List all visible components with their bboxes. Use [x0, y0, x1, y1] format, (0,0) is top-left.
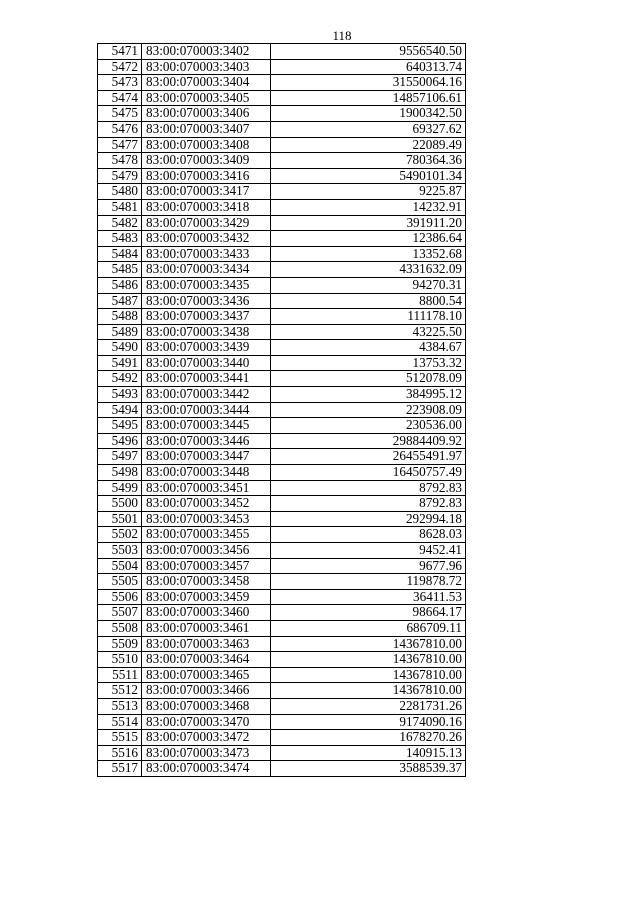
- table-row: [98, 75, 466, 91]
- cadastral-value-cell: 16450757.49: [271, 465, 466, 481]
- cadastral-value-cell: 119878.72: [271, 574, 466, 590]
- table-row: [98, 106, 466, 122]
- cadastral-number-cell: 83:00:070003:3464: [142, 652, 271, 668]
- table-row: [98, 496, 466, 512]
- row-number-cell: 5504: [98, 558, 142, 574]
- table-row: [98, 433, 466, 449]
- cadastral-number-cell: 83:00:070003:3463: [142, 636, 271, 652]
- cadastral-value-cell: 22089.49: [271, 137, 466, 153]
- cadastral-number-cell: 83:00:070003:3404: [142, 75, 271, 91]
- row-number-cell: 5510: [98, 652, 142, 668]
- row-number-cell: 5515: [98, 730, 142, 746]
- cadastral-number-cell: 83:00:070003:3465: [142, 667, 271, 683]
- table-row: [98, 309, 466, 325]
- cadastral-value-cell: 223908.09: [271, 402, 466, 418]
- table-row: [98, 418, 466, 434]
- cadastral-number-cell: 83:00:070003:3448: [142, 465, 271, 481]
- cadastral-value-cell: 1900342.50: [271, 106, 466, 122]
- table-row: [98, 215, 466, 231]
- cadastral-value-cell: 512078.09: [271, 371, 466, 387]
- cadastral-value-cell: 36411.53: [271, 589, 466, 605]
- cadastral-value-cell: 4331632.09: [271, 262, 466, 278]
- table-row: [98, 90, 466, 106]
- cadastral-value-cell: 4384.67: [271, 340, 466, 356]
- row-number-cell: 5485: [98, 262, 142, 278]
- row-number-cell: 5484: [98, 246, 142, 262]
- cadastral-number-cell: 83:00:070003:3440: [142, 355, 271, 371]
- cadastral-value-cell: 12386.64: [271, 231, 466, 247]
- cadastral-value-cell: 69327.62: [271, 121, 466, 137]
- cadastral-value-cell: 9677.96: [271, 558, 466, 574]
- cadastral-value-cell: 43225.50: [271, 324, 466, 340]
- table-row: [98, 620, 466, 636]
- row-number-cell: 5481: [98, 199, 142, 215]
- cadastral-number-cell: 83:00:070003:3461: [142, 620, 271, 636]
- row-number-cell: 5488: [98, 309, 142, 325]
- table-row: [98, 636, 466, 652]
- row-number-cell: 5475: [98, 106, 142, 122]
- table-row: [98, 558, 466, 574]
- table-row: [98, 59, 466, 75]
- row-number-cell: 5477: [98, 137, 142, 153]
- table-row: [98, 121, 466, 137]
- cadastral-number-cell: 83:00:070003:3453: [142, 511, 271, 527]
- cadastral-number-cell: 83:00:070003:3460: [142, 605, 271, 621]
- row-number-cell: 5501: [98, 511, 142, 527]
- cadastral-number-cell: 83:00:070003:3408: [142, 137, 271, 153]
- cadastral-number-cell: 83:00:070003:3409: [142, 153, 271, 169]
- cadastral-value-cell: 14367810.00: [271, 652, 466, 668]
- cadastral-value-cell: 8792.83: [271, 496, 466, 512]
- cadastral-value-cell: 2281731.26: [271, 698, 466, 714]
- row-number-cell: 5492: [98, 371, 142, 387]
- cadastral-number-cell: 83:00:070003:3433: [142, 246, 271, 262]
- row-number-cell: 5486: [98, 277, 142, 293]
- row-number-cell: 5498: [98, 465, 142, 481]
- table-row: [98, 574, 466, 590]
- row-number-cell: 5495: [98, 418, 142, 434]
- cadastral-number-cell: 83:00:070003:3405: [142, 90, 271, 106]
- cadastral-value-cell: 640313.74: [271, 59, 466, 75]
- row-number-cell: 5489: [98, 324, 142, 340]
- cadastral-value-cell: 31550064.16: [271, 75, 466, 91]
- row-number-cell: 5483: [98, 231, 142, 247]
- cadastral-number-cell: 83:00:070003:3456: [142, 543, 271, 559]
- cadastral-number-cell: 83:00:070003:3446: [142, 433, 271, 449]
- row-number-cell: 5506: [98, 589, 142, 605]
- cadastral-value-cell: 686709.11: [271, 620, 466, 636]
- table-row: [98, 465, 466, 481]
- table-row: [98, 355, 466, 371]
- cadastral-number-cell: 83:00:070003:3442: [142, 387, 271, 403]
- row-number-cell: 5491: [98, 355, 142, 371]
- cadastral-value-cell: 9174090.16: [271, 714, 466, 730]
- table-row: [98, 605, 466, 621]
- cadastral-number-cell: 83:00:070003:3451: [142, 480, 271, 496]
- table-row: [98, 667, 466, 683]
- cadastral-number-cell: 83:00:070003:3455: [142, 527, 271, 543]
- cadastral-value-cell: 26455491.97: [271, 449, 466, 465]
- cadastral-number-cell: 83:00:070003:3459: [142, 589, 271, 605]
- row-number-cell: 5478: [98, 153, 142, 169]
- cadastral-number-cell: 83:00:070003:3438: [142, 324, 271, 340]
- cadastral-value-cell: 1678270.26: [271, 730, 466, 746]
- table-row: [98, 44, 466, 60]
- table-row: [98, 402, 466, 418]
- table-row: [98, 246, 466, 262]
- cadastral-number-cell: 83:00:070003:3416: [142, 168, 271, 184]
- table-row: [98, 698, 466, 714]
- cadastral-number-cell: 83:00:070003:3403: [142, 59, 271, 75]
- cadastral-number-cell: 83:00:070003:3435: [142, 277, 271, 293]
- table-row: [98, 683, 466, 699]
- cadastral-value-cell: 29884409.92: [271, 433, 466, 449]
- table-row: [98, 761, 466, 777]
- cadastral-value-cell: 94270.31: [271, 277, 466, 293]
- table-row: [98, 511, 466, 527]
- row-number-cell: 5514: [98, 714, 142, 730]
- cadastral-number-cell: 83:00:070003:3417: [142, 184, 271, 200]
- table-row: [98, 340, 466, 356]
- table-row: [98, 387, 466, 403]
- cadastral-value-cell: 9452.41: [271, 543, 466, 559]
- row-number-cell: 5482: [98, 215, 142, 231]
- row-number-cell: 5503: [98, 543, 142, 559]
- row-number-cell: 5496: [98, 433, 142, 449]
- row-number-cell: 5499: [98, 480, 142, 496]
- row-number-cell: 5497: [98, 449, 142, 465]
- cadastral-number-cell: 83:00:070003:3406: [142, 106, 271, 122]
- row-number-cell: 5472: [98, 59, 142, 75]
- cadastral-value-cell: 391911.20: [271, 215, 466, 231]
- cadastral-number-cell: 83:00:070003:3445: [142, 418, 271, 434]
- cadastral-number-cell: 83:00:070003:3432: [142, 231, 271, 247]
- cadastral-value-cell: 8628.03: [271, 527, 466, 543]
- table-row: [98, 153, 466, 169]
- cadastral-number-cell: 83:00:070003:3447: [142, 449, 271, 465]
- row-number-cell: 5505: [98, 574, 142, 590]
- row-number-cell: 5516: [98, 745, 142, 761]
- table-row: [98, 589, 466, 605]
- cadastral-value-cell: 292994.18: [271, 511, 466, 527]
- cadastral-value-cell: 384995.12: [271, 387, 466, 403]
- cadastral-value-cell: 14857106.61: [271, 90, 466, 106]
- row-number-cell: 5511: [98, 667, 142, 683]
- cadastral-value-cell: 9225.87: [271, 184, 466, 200]
- table-row: [98, 168, 466, 184]
- cadastral-number-cell: 83:00:070003:3437: [142, 309, 271, 325]
- row-number-cell: 5517: [98, 761, 142, 777]
- cadastral-number-cell: 83:00:070003:3470: [142, 714, 271, 730]
- row-number-cell: 5508: [98, 620, 142, 636]
- cadastral-number-cell: 83:00:070003:3434: [142, 262, 271, 278]
- row-number-cell: 5473: [98, 75, 142, 91]
- table-row: [98, 293, 466, 309]
- table-row: [98, 449, 466, 465]
- cadastral-value-cell: 8792.83: [271, 480, 466, 496]
- cadastral-value-cell: 98664.17: [271, 605, 466, 621]
- cadastral-number-cell: 83:00:070003:3429: [142, 215, 271, 231]
- cadastral-number-cell: 83:00:070003:3444: [142, 402, 271, 418]
- cadastral-value-cell: 14232.91: [271, 199, 466, 215]
- table-row: [98, 277, 466, 293]
- table-row: [98, 527, 466, 543]
- row-number-cell: 5502: [98, 527, 142, 543]
- table-row: [98, 652, 466, 668]
- cadastral-value-cell: 111178.10: [271, 309, 466, 325]
- cadastral-value-cell: 780364.36: [271, 153, 466, 169]
- table-row: [98, 730, 466, 746]
- cadastral-value-cell: 5490101.34: [271, 168, 466, 184]
- row-number-cell: 5487: [98, 293, 142, 309]
- cadastral-value-cell: 3588539.37: [271, 761, 466, 777]
- table-row: [98, 714, 466, 730]
- table-row: [98, 745, 466, 761]
- cadastral-value-table: [97, 43, 466, 777]
- row-number-cell: 5490: [98, 340, 142, 356]
- table-row: [98, 262, 466, 278]
- cadastral-value-cell: 9556540.50: [271, 44, 466, 60]
- table-row: [98, 199, 466, 215]
- cadastral-number-cell: 83:00:070003:3418: [142, 199, 271, 215]
- cadastral-number-cell: 83:00:070003:3473: [142, 745, 271, 761]
- table-body: [98, 44, 466, 777]
- cadastral-number-cell: 83:00:070003:3402: [142, 44, 271, 60]
- row-number-cell: 5476: [98, 121, 142, 137]
- row-number-cell: 5480: [98, 184, 142, 200]
- cadastral-number-cell: 83:00:070003:3441: [142, 371, 271, 387]
- row-number-cell: 5507: [98, 605, 142, 621]
- row-number-cell: 5500: [98, 496, 142, 512]
- cadastral-value-cell: 13352.68: [271, 246, 466, 262]
- cadastral-number-cell: 83:00:070003:3407: [142, 121, 271, 137]
- cadastral-number-cell: 83:00:070003:3439: [142, 340, 271, 356]
- row-number-cell: 5494: [98, 402, 142, 418]
- table-row: [98, 371, 466, 387]
- table-row: [98, 231, 466, 247]
- table-row: [98, 184, 466, 200]
- cadastral-number-cell: 83:00:070003:3474: [142, 761, 271, 777]
- cadastral-number-cell: 83:00:070003:3457: [142, 558, 271, 574]
- cadastral-value-cell: 140915.13: [271, 745, 466, 761]
- row-number-cell: 5509: [98, 636, 142, 652]
- row-number-cell: 5513: [98, 698, 142, 714]
- cadastral-number-cell: 83:00:070003:3472: [142, 730, 271, 746]
- table-row: [98, 543, 466, 559]
- cadastral-value-cell: 8800.54: [271, 293, 466, 309]
- cadastral-number-cell: 83:00:070003:3466: [142, 683, 271, 699]
- cadastral-number-cell: 83:00:070003:3452: [142, 496, 271, 512]
- table-row: [98, 324, 466, 340]
- cadastral-number-cell: 83:00:070003:3436: [142, 293, 271, 309]
- cadastral-value-cell: 14367810.00: [271, 636, 466, 652]
- cadastral-value-cell: 13753.32: [271, 355, 466, 371]
- page-number: 118: [332, 28, 352, 43]
- row-number-cell: 5493: [98, 387, 142, 403]
- cadastral-value-cell: 14367810.00: [271, 667, 466, 683]
- cadastral-value-cell: 230536.00: [271, 418, 466, 434]
- row-number-cell: 5512: [98, 683, 142, 699]
- table-row: [98, 137, 466, 153]
- cadastral-number-cell: 83:00:070003:3458: [142, 574, 271, 590]
- row-number-cell: 5474: [98, 90, 142, 106]
- row-number-cell: 5471: [98, 44, 142, 60]
- table-row: [98, 480, 466, 496]
- cadastral-value-cell: 14367810.00: [271, 683, 466, 699]
- cadastral-number-cell: 83:00:070003:3468: [142, 698, 271, 714]
- row-number-cell: 5479: [98, 168, 142, 184]
